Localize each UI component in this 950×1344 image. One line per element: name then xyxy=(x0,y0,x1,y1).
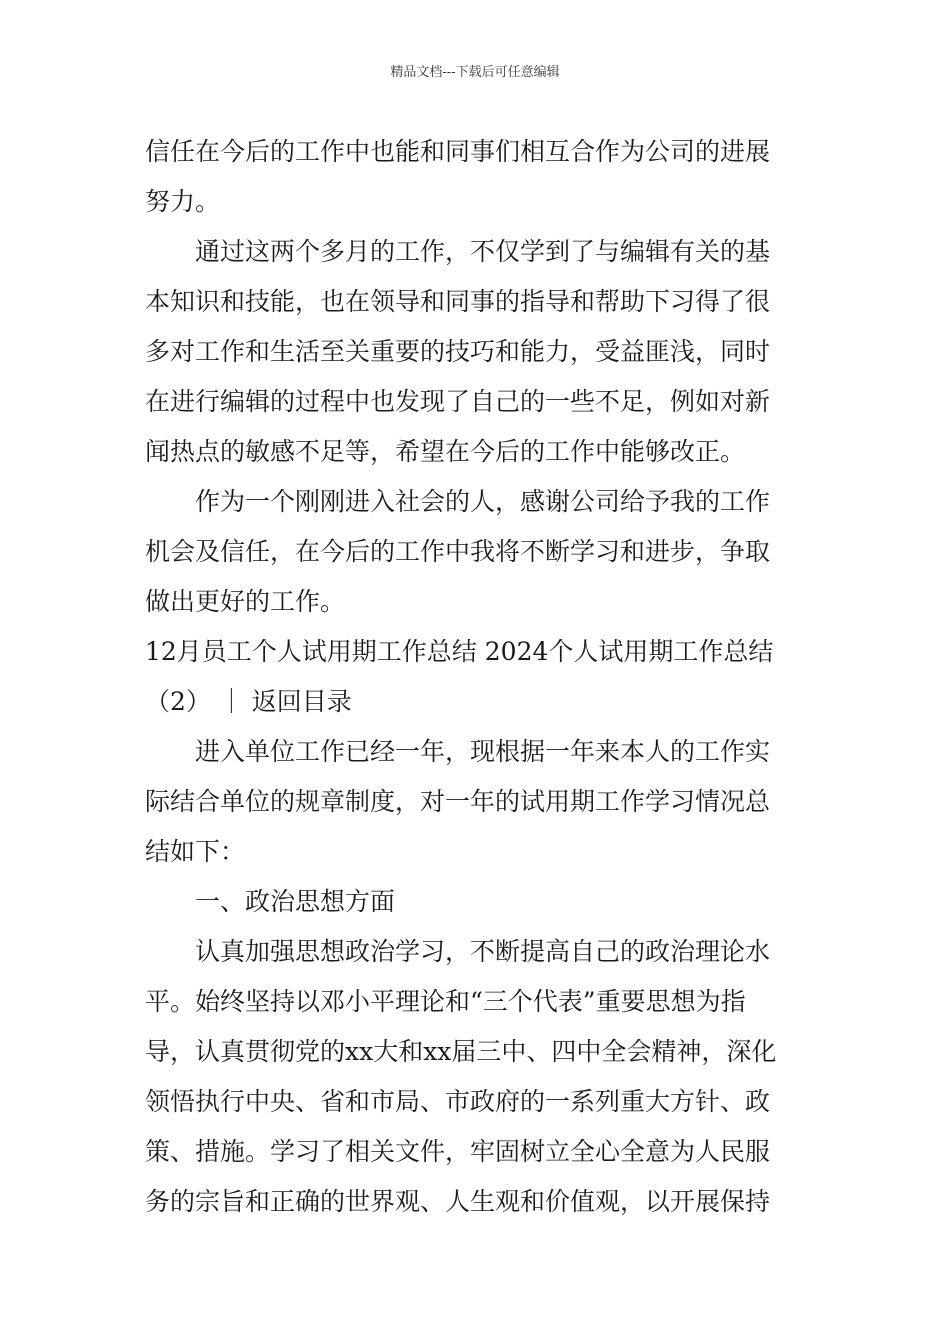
return-to-toc-link[interactable]: （2） ｜ 返回目录 xyxy=(145,687,352,716)
page-header: 精品文档---下载后可任意编辑 xyxy=(390,65,560,80)
subsection-heading: 一、政治思想方面 xyxy=(195,887,396,916)
text-line: 做出更好的工作。 xyxy=(145,587,346,616)
text-line: 平。始终坚持以邓小平理论和“三个代表”重要思想为指 xyxy=(145,987,746,1016)
text-line: 努力。 xyxy=(145,187,221,216)
text-line: 闻热点的敏感不足等，希望在今后的工作中能够改正。 xyxy=(145,437,746,466)
text-line: 结如下： xyxy=(145,837,246,866)
text-line: 信任在今后的工作中也能和同事们相互合作为公司的进展 xyxy=(145,137,771,166)
text-line: 在进行编辑的过程中也发现了自己的一些不足，例如对新 xyxy=(145,387,771,416)
text-line: 多对工作和生活至关重要的技巧和能力，受益匪浅，同时 xyxy=(145,337,771,366)
section-heading: 12月员工个人试用期工作总结 2024个人试用期工作总结 xyxy=(145,637,774,666)
text-line: 策、措施。学习了相关文件，牢固树立全心全意为人民服 xyxy=(145,1137,771,1166)
text-line: 进入单位工作已经一年，现根据一年来本人的工作实 xyxy=(195,737,771,766)
text-line: 通过这两个多月的工作，不仅学到了与编辑有关的基 xyxy=(195,237,771,266)
text-line: 作为一个刚刚进入社会的人，感谢公司给予我的工作 xyxy=(195,487,771,516)
text-line: 导，认真贯彻党的xx大和xx届三中、四中全会精神，深化 xyxy=(145,1037,777,1066)
text-line: 领悟执行中央、省和市局、市政府的一系列重大方针、政 xyxy=(145,1087,771,1116)
text-line: 本知识和技能，也在领导和同事的指导和帮助下习得了很 xyxy=(145,287,771,316)
text-line: 务的宗旨和正确的世界观、人生观和价值观，以开展保持 xyxy=(145,1187,771,1216)
text-line: 机会及信任，在今后的工作中我将不断学习和进步，争取 xyxy=(145,537,771,566)
text-line: 认真加强思想政治学习，不断提高自己的政治理论水 xyxy=(195,937,771,966)
text-line: 际结合单位的规章制度，对一年的试用期工作学习情况总 xyxy=(145,787,771,816)
document-body xyxy=(145,127,810,1227)
